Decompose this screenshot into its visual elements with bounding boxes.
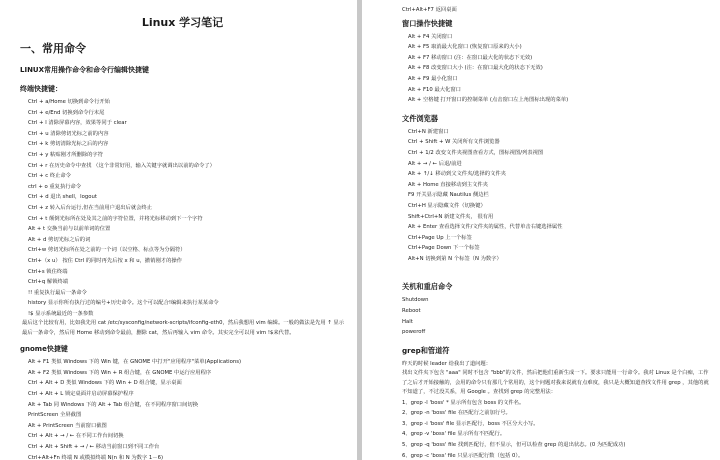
window-shortcuts-list xyxy=(398,32,712,106)
list-item: !! 重复执行最后一条命令 xyxy=(28,289,87,296)
list-item: Alt + ↑/↓ 移动到父文件夹/选择的文件夹 xyxy=(408,171,506,178)
grep-intro-line: 昨天的时候 leader 给我出了道问题： xyxy=(402,360,492,367)
window-shortcuts-heading: 窗口操作快捷键 xyxy=(402,18,453,28)
list-item: Alt + F7 移动窗口 (注：在窗口最大化的状态下无效) xyxy=(408,54,533,61)
list-item: Ctrl+q 解锁终端 xyxy=(28,279,69,286)
list-item: !$ 显示系统最近的一条参数 xyxy=(28,310,94,317)
document-page-right xyxy=(362,0,720,460)
list-item: Ctrl + k 剪切清除光标之后的内容 xyxy=(28,141,109,148)
list-item: Ctrl + Alt + Shift + → / ← 移动当前窗口到不同工作台 xyxy=(28,444,160,451)
list-item: Ctrl + c 终止命令 xyxy=(28,173,72,180)
file-browser-heading: 文件浏览器 xyxy=(402,113,438,123)
list-item: Ctrl + d 退出 shell，logout xyxy=(28,194,97,201)
list-item: Ctrl+s 锁住终端 xyxy=(28,268,68,275)
grep-pipe-heading: grep和管道符 xyxy=(402,345,450,355)
document-page-left xyxy=(0,0,357,460)
list-item: Alt+N 切换到第 N 个标签（N 为数字） xyxy=(408,255,502,262)
terminal-note-paragraph: 最后这个比较有用，比如我先用 cat /etc/sysconfig/network-scripts/ifconfig-eth0，然后我想用 vim 编辑。一般的做法是先用 ↑ 显示最后一条命令，然后用 Home 移动到命令最前，删除 cat，然后再输入 vim 命令。其实完全可以用 vim !$来代替。 xyxy=(22,320,345,336)
list-item: 6、grep -c 'boss' file 只显示匹配行数（包括 0）。 xyxy=(402,452,524,459)
list-item: Ctrl + a/Home 切换到命令行开始 xyxy=(28,99,110,105)
list-item: history 显示你所有执行过的编号+历史命令。这个可以配合!编辑来执行某某命令 xyxy=(28,300,219,307)
list-item: ctrl + o 重复执行命令 xyxy=(28,183,82,190)
list-item: Ctrl+Alt+Fn 终端 N 或模拟终端 N(n 和 N 为数字 1－6) xyxy=(28,454,164,460)
gnome-shortcuts-heading: gnome快捷键 xyxy=(20,345,68,354)
list-item: Ctrl + 1/2 改变文件夹视图查看方式，图标视图/列表视图 xyxy=(408,149,544,156)
document-title: Linux 学习笔记 xyxy=(141,16,224,29)
list-item: Alt + F2 类似 Windows 下的 Win + R 组合键，在 GNOME 中运行应用程序 xyxy=(28,369,212,376)
shutdown-reboot-heading: 关机和重启命令 xyxy=(402,282,453,292)
list-item: F9 开关显示隐藏 Nautilus 侧边栏 xyxy=(408,192,489,199)
list-item: Ctrl+w 剪切光标所在处之前的一个词（以空格、标点等为分隔符） xyxy=(28,247,186,254)
list-item: Shift+Ctrl+N 新建文件夹， 很有用 xyxy=(408,213,494,220)
list-item: Alt + d 剪切光标之后的词 xyxy=(28,236,91,243)
list-item: Alt + PrintScreen 当前窗口截图 xyxy=(28,422,107,429)
list-item: Ctrl + t 颠倒光标所在处及其之前的字符位置，并将光标移动到下一个字符 xyxy=(28,215,203,222)
grep-section-body xyxy=(398,359,712,460)
section-heading-common-commands: 一、常用命令 xyxy=(20,42,86,55)
list-item: Ctrl + Alt + L 锁定桌面并启动屏幕保护程序 xyxy=(28,391,134,398)
shutdown-reboot-list xyxy=(398,295,712,337)
list-item: 5、grep -q 'boss' file 找到匹配行，但不显示，但可以检查 grep 的退出状态。(0 为匹配成功) xyxy=(402,442,626,449)
list-item: Alt + F8 改变窗口大小 (注：在窗口最大化的状态下无效) xyxy=(408,65,543,72)
list-item: Ctrl+Page Down 下一个标签 xyxy=(408,245,480,252)
list-item: Ctrl + e/End 切换到命令行末尾 xyxy=(28,109,105,116)
list-item: Reboot xyxy=(402,308,421,315)
list-item: 4、grep -v 'boss' file 显示所有不匹配行。 xyxy=(402,431,506,438)
list-item: Ctrl+（x u） 按住 Ctrl 的同时再先后按 x 和 u，撤销刚才的操作 xyxy=(28,257,182,264)
list-item: Ctrl + l 清除屏幕内容，效果等同于 clear xyxy=(28,120,127,127)
list-item: Shutdown xyxy=(402,297,429,304)
list-item: Alt + t 交换当前与以前单词的位置 xyxy=(28,226,111,233)
list-item: PrintScreen 全屏截图 xyxy=(28,412,82,419)
list-item: Ctrl+N 新建窗口 xyxy=(408,128,449,135)
list-item: Ctrl + Shift + W 关闭所有文件浏览器 xyxy=(408,139,500,146)
list-item: Ctrl + u 清除剪切光标之前的内容 xyxy=(28,130,109,137)
list-item: Alt + Tab 同 Windows 下的 Alt + Tab 组合键，在不同程序窗口间切换 xyxy=(28,401,198,408)
list-item: Alt + → / ← 后退/前进 xyxy=(408,160,462,167)
list-item: Ctrl+Alt+F7 返回桌面 xyxy=(402,7,457,13)
terminal-shortcuts-list xyxy=(18,97,347,338)
list-item: 2、grep -n 'boss' file 在匹配行之前加行号。 xyxy=(402,410,511,417)
file-browser-list xyxy=(398,127,712,265)
list-item: Ctrl + Alt + → / ← 在不同工作台间切换 xyxy=(28,433,124,440)
list-item: 3、grep -i 'boss' file 显示匹配行，boss 不区分大小写。 xyxy=(402,420,539,427)
list-item: Ctrl + r 在历史命令中查找 （这个非常好用，输入关键字就调出以前的命令了） xyxy=(28,162,215,169)
list-item: Ctrl + z 转入后台运行,但在当前用户退出后就会终止 xyxy=(28,204,153,211)
list-item: Alt + F5 取消最大化窗口 (恢复窗口原来的大小) xyxy=(408,44,522,51)
list-item: Alt + F4 关闭窗口 xyxy=(408,33,453,40)
list-item: Alt + F1 类似 Windows 下的 Win 键，在 GNOME 中打开"应用程序"菜单(Applications) xyxy=(28,359,242,366)
list-item: Alt + 空格键 打开窗口的控制菜单 (点击窗口左上角图标出现的菜单) xyxy=(408,97,569,104)
list-item: Alt + Enter 查看选择文件/文件夹的属性，代替单击右键选择属性 xyxy=(408,224,563,231)
list-item: Alt + Home 直接移动到主文件夹 xyxy=(408,181,488,188)
list-item: Ctrl + y 粘贴刚才所删除的字符 xyxy=(28,151,104,158)
gnome-shortcuts-list xyxy=(18,357,347,460)
list-item: Halt xyxy=(402,318,413,325)
list-item: Ctrl + Alt + D 类似 Windows 下的 Win + D 组合键，显示桌面 xyxy=(28,380,182,387)
terminal-shortcuts-heading: 终端快捷键： xyxy=(20,85,62,93)
list-item: Alt + F10 最大化窗口 xyxy=(408,86,461,93)
list-item: 1、grep -l 'boss' * 显示所有包含 boss 的文件名。 xyxy=(402,399,525,406)
list-item: Ctrl+Page Up 上一个标签 xyxy=(408,234,472,241)
list-item: poweroff xyxy=(402,329,426,336)
list-item: Ctrl+H 显示隐藏文件（切换键） xyxy=(408,202,486,209)
list-item: Alt + F9 最小化窗口 xyxy=(408,75,458,82)
grep-intro-paragraph: 找出文件夹下包含 "aaa" 同时不包含 "bbb"的文件，然后把他们重新生成一下。要求只能用一行命令。我对 Linux 是个白痴，工作了之后才开始接触的，会用的命令只有那几个常用的，这个问题对我来说就有点难度，我只是大概知道查找文件用 grep ，其他的就不知道了，不过没关系，用 Google 。查找到 grep 的完整用法： xyxy=(402,370,709,396)
subsection-heading: LINUX常用操作命令和命令行编辑快捷键 xyxy=(20,66,150,74)
